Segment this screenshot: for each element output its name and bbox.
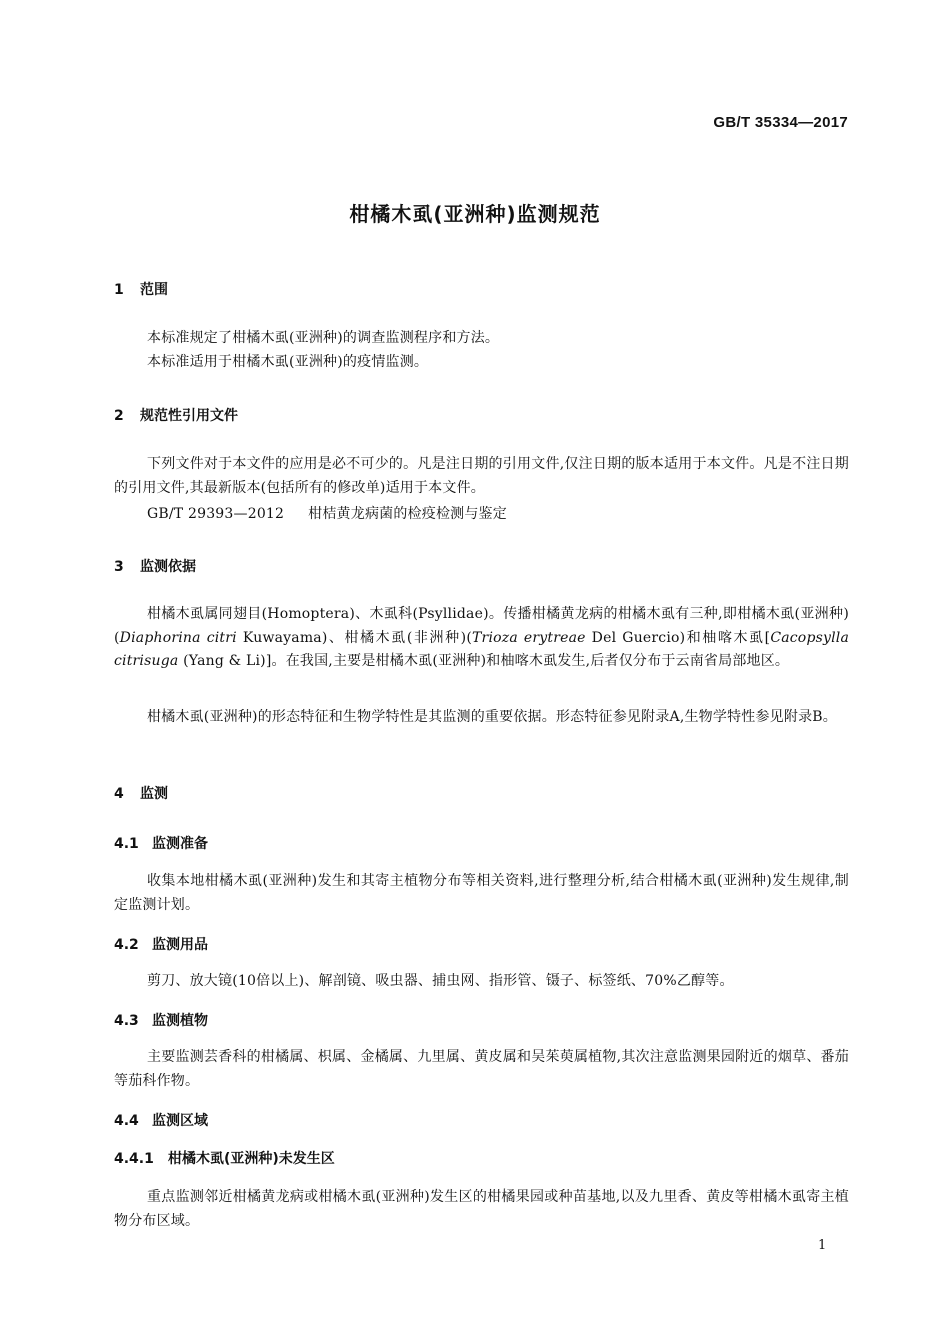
section-number: 4.4.1 bbox=[114, 1151, 154, 1167]
species-name: Trioza erytreae bbox=[472, 629, 586, 646]
subsection-4-1-heading bbox=[114, 833, 208, 853]
subsection-4-4-heading bbox=[114, 1110, 208, 1130]
section-title: 监测 bbox=[140, 786, 168, 802]
paragraph: 主要监测芸香科的柑橘属、枳属、金橘属、九里属、黄皮属和吴茱萸属植物,其次注意监测果园附近的烟草、番茄等茄科作物。 bbox=[114, 1049, 849, 1089]
section-number: 4.4 bbox=[114, 1113, 139, 1129]
section-number: 4.1 bbox=[114, 836, 139, 852]
species-name: Diaphorina citri bbox=[119, 629, 237, 646]
section-2-heading bbox=[114, 405, 238, 425]
section-number: 4.2 bbox=[114, 937, 139, 953]
section-title: 监测区域 bbox=[152, 1113, 208, 1129]
section-title: 监测用品 bbox=[152, 937, 208, 953]
paragraph: 柑橘木虱属同翅目(Homoptera)、木虱科(Psyllidae)。传播柑橘黄龙病的柑橘木虱有三种,即柑橘木虱(亚洲种)(Diaphorina citri Kuwayama)、柑橘木虱(非洲种)(Trioza erytreae Del Guercio)和柚喀木虱[Cacopsylla citrisuga (Yang & Li)]。在我国,主要是柑橘木虱(亚洲种)和柚喀木虱发生,后者仅分布于云南省局部地区。 bbox=[114, 606, 849, 669]
section-4-heading bbox=[114, 783, 168, 803]
paragraph: 下列文件对于本文件的应用是必不可少的。凡是注日期的引用文件,仅注日期的版本适用于本文件。凡是不注日期的引用文件,其最新版本(包括所有的修改单)适用于本文件。 bbox=[114, 456, 849, 496]
normative-reference bbox=[114, 503, 849, 527]
paragraph: 本标准适用于柑橘木虱(亚洲种)的疫情监测。 bbox=[147, 354, 429, 370]
standard-number: GB/T 35334—2017 bbox=[713, 114, 848, 131]
paragraph: 本标准规定了柑橘木虱(亚洲种)的调查监测程序和方法。 bbox=[147, 330, 500, 346]
section-number: 2 bbox=[114, 408, 124, 424]
document-title: 柑橘木虱(亚洲种)监测规范 bbox=[349, 202, 601, 226]
species-name: Cacopsylla citrisuga bbox=[114, 629, 849, 669]
paragraph: 柑橘木虱(亚洲种)的形态特征和生物学特性是其监测的重要依据。形态特征参见附录A,生物学特性参见附录B。 bbox=[147, 709, 837, 725]
page-number: 1 bbox=[818, 1238, 827, 1253]
section-title: 监测准备 bbox=[152, 836, 208, 852]
section-1-heading bbox=[114, 279, 168, 299]
section-3-heading bbox=[114, 556, 196, 576]
section-title: 范围 bbox=[140, 282, 168, 298]
subsection-4-2-heading bbox=[114, 934, 208, 954]
paragraph: 收集本地柑橘木虱(亚洲种)发生和其寄主植物分布等相关资料,进行整理分析,结合柑橘木虱(亚洲种)发生规律,制定监测计划。 bbox=[114, 873, 849, 913]
subsection-4-3-heading bbox=[114, 1010, 208, 1030]
section-title: 规范性引用文件 bbox=[140, 408, 238, 424]
reference-title: 柑桔黄龙病菌的检疫检测与鉴定 bbox=[308, 506, 507, 522]
section-number: 1 bbox=[114, 282, 124, 298]
paragraph: 剪刀、放大镜(10倍以上)、解剖镜、吸虫器、捕虫网、指形管、镊子、标签纸、70%乙醇等。 bbox=[147, 973, 734, 989]
paragraph: 重点监测邻近柑橘黄龙病或柑橘木虱(亚洲种)发生区的柑橘果园或种苗基地,以及九里香、黄皮等柑橘木虱寄主植物分布区域。 bbox=[114, 1189, 849, 1229]
section-number: 4 bbox=[114, 786, 124, 802]
section-title: 监测植物 bbox=[152, 1013, 208, 1029]
section-title: 柑橘木虱(亚洲种)未发生区 bbox=[168, 1151, 335, 1167]
reference-code: GB/T 29393—2012 bbox=[147, 506, 285, 522]
section-number: 3 bbox=[114, 559, 124, 575]
section-number: 4.3 bbox=[114, 1013, 139, 1029]
subsection-4-4-1-heading bbox=[114, 1148, 335, 1168]
section-title: 监测依据 bbox=[140, 559, 196, 575]
